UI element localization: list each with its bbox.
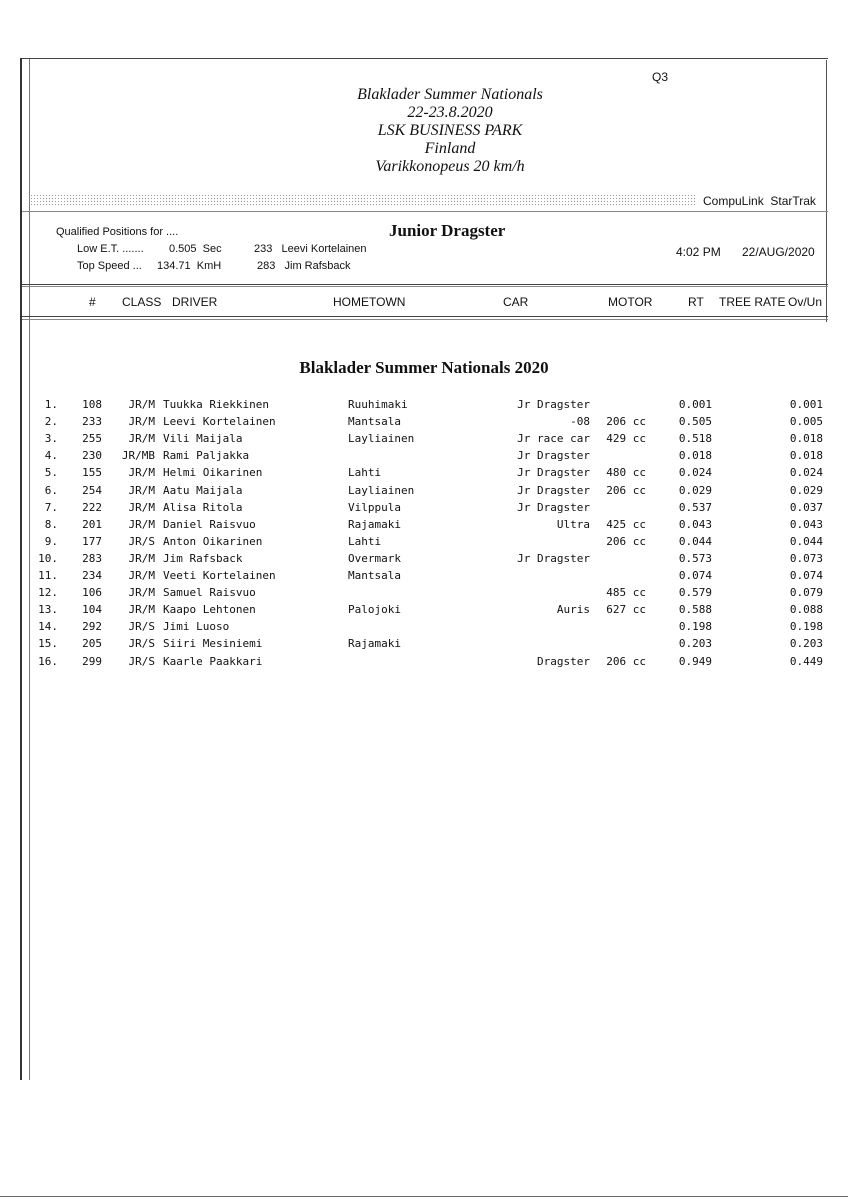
col-header-motor: MOTOR [608,295,653,309]
cell-hometown: Overmark [348,551,401,565]
cell-driver: Alisa Ritola [163,500,243,514]
cell-class: JR/M [128,466,155,480]
cell-driver: Tuukka Riekkinen [163,398,269,411]
cell-driver: Samuel Raisvuo [163,586,256,600]
dotted-band [30,194,695,206]
divider-line [22,319,828,320]
event-header-line-2: 22-23.8.2020 [407,104,493,121]
cell-rt: 0.024 [678,466,712,480]
cell-rt: 0.203 [678,637,712,651]
event-header-line-1: Blaklader Summer Nationals [357,86,543,103]
table-row [0,655,848,672]
col-header-class: CLASS [122,295,162,309]
cell-driver: Aatu Maijala [163,483,243,497]
cell-car: Auris [556,603,590,617]
top-speed-value: 134.71 KmH [157,260,222,272]
round-label: Q3 [652,70,669,84]
system-label: CompuLink StarTrak [703,194,816,208]
table-row [0,449,848,466]
top-border-line [22,58,828,59]
cell-motor: 480 cc [606,466,646,480]
cell-ovun: 0.203 [789,637,823,651]
cell-rt: 0.198 [678,620,712,634]
cell-driver: Daniel Raisvuo [163,517,256,531]
cell-position: 6. [44,483,58,497]
cell-number: 177 [82,534,102,548]
cell-number: 108 [82,398,102,411]
cell-hometown: Rajamaki [348,517,401,531]
cell-rt: 0.018 [678,449,712,463]
cell-position: 10. [38,551,58,565]
cell-motor: 425 cc [606,517,646,531]
cell-position: 14. [38,620,58,634]
report-date: 22/AUG/2020 [742,245,815,259]
cell-motor: 485 cc [606,586,646,600]
cell-position: 12. [38,586,58,600]
low-et-value: 0.505 Sec [169,243,222,255]
cell-position: 16. [38,654,58,668]
table-row [0,432,848,449]
cell-number: 299 [82,654,102,668]
cell-class: JR/M [128,483,155,497]
cell-ovun: 0.018 [789,432,823,446]
cell-ovun: 0.198 [789,620,823,634]
cell-number: 230 [82,449,102,463]
cell-hometown: Mantsala [348,569,401,582]
table-row [0,535,848,552]
cell-class: JR/S [128,654,155,668]
cell-position: 7. [44,500,58,514]
cell-driver: Kaarle Paakkari [163,654,263,668]
cell-ovun: 0.088 [789,603,823,617]
table-row [0,501,848,518]
cell-driver: Rami Paljakka [163,449,250,463]
cell-hometown: Rajamaki [348,637,401,651]
event-header-line-4: Finland [424,140,476,157]
cell-number: 201 [82,517,102,531]
cell-position: 3. [44,432,58,446]
col-header-ovun: Ov/Un [788,295,823,309]
cell-class: JR/S [128,534,155,548]
table-row [0,552,848,569]
cell-rt: 0.505 [678,415,712,429]
report-time: 4:02 PM [676,245,721,259]
cell-ovun: 0.001 [789,398,823,411]
col-header-num: # [89,295,96,309]
cell-rt: 0.579 [678,586,712,600]
cell-number: 155 [82,466,102,480]
cell-motor: 206 cc [606,415,646,429]
cell-class: JR/M [128,586,155,600]
cell-number: 254 [82,483,102,497]
cell-ovun: 0.074 [789,569,823,582]
table-row [0,466,848,483]
cell-driver: Vili Maijala [163,432,243,446]
table-row [0,603,848,620]
cell-driver: Kaapo Lehtonen [163,603,256,617]
cell-hometown: Layliainen [348,432,415,446]
table-row [0,569,848,586]
cell-ovun: 0.073 [789,551,823,565]
cell-number: 233 [82,415,102,429]
cell-class: JR/M [128,398,155,411]
cell-car: Jr Dragster [517,449,590,463]
cell-hometown: Palojoki [348,603,401,617]
cell-position: 5. [44,466,58,480]
cell-number: 292 [82,620,102,634]
cell-driver: Anton Oikarinen [163,534,263,548]
cell-driver: Siiri Mesiniemi [163,637,263,651]
event-header-line-3: LSK BUSINESS PARK [377,122,523,139]
cell-ovun: 0.043 [789,517,823,531]
low-et-label: Low E.T. ....... [77,243,144,255]
top-speed-driver: 283 Jim Rafsback [257,260,351,272]
cell-number: 255 [82,432,102,446]
cell-class: JR/MB [121,449,155,463]
table-row [0,484,848,501]
divider-line [22,284,828,285]
table-row [0,637,848,654]
cell-hometown: Mantsala [348,415,401,429]
cell-car: Jr Dragster [517,551,590,565]
divider-line [22,286,828,287]
cell-driver: Helmi Oikarinen [163,466,263,480]
cell-rt: 0.029 [678,483,712,497]
cell-driver: Leevi Kortelainen [163,415,276,429]
cell-ovun: 0.018 [789,449,823,463]
cell-position: 13. [38,603,58,617]
cell-rt: 0.573 [678,551,712,565]
cell-hometown: Lahti [348,534,382,548]
cell-rt: 0.537 [678,500,712,514]
cell-number: 106 [82,586,102,600]
cell-number: 234 [82,569,102,582]
cell-position: 8. [44,517,58,531]
cell-hometown: Lahti [348,466,382,480]
cell-ovun: 0.024 [789,466,823,480]
cell-car: Ultra [556,517,590,531]
cell-class: JR/M [128,415,155,429]
cell-hometown: Ruuhimaki [348,398,408,411]
cell-rt: 0.074 [678,569,712,582]
cell-motor: 429 cc [606,432,646,446]
cell-class: JR/M [128,569,155,582]
col-header-hometown: HOMETOWN [333,295,406,309]
class-title: Junior Dragster [389,221,506,240]
cell-ovun: 0.029 [789,483,823,497]
cell-number: 283 [82,551,102,565]
cell-ovun: 0.449 [789,654,823,668]
cell-class: JR/M [128,603,155,617]
table-row [0,518,848,535]
cell-car: Jr race car [517,432,590,446]
cell-car: Jr Dragster [517,483,590,497]
cell-driver: Veeti Kortelainen [163,569,276,582]
cell-car: Jr Dragster [517,466,590,480]
event-title: Blaklader Summer Nationals 2020 [299,358,549,377]
cell-car: Dragster [537,654,590,668]
table-row [0,398,848,415]
low-et-driver: 233 Leevi Kortelainen [254,243,367,255]
cell-class: JR/M [128,551,155,565]
cell-position: 2. [44,415,58,429]
right-border-line [826,60,827,322]
table-row [0,415,848,432]
cell-ovun: 0.005 [789,415,823,429]
cell-driver: Jim Rafsback [163,551,243,565]
cell-motor: 627 cc [606,603,646,617]
cell-rt: 0.043 [678,517,712,531]
cell-driver: Jimi Luoso [163,620,230,634]
cell-class: JR/M [128,432,155,446]
divider-line [22,316,828,317]
cell-motor: 206 cc [606,654,646,668]
event-header-line-5: Varikkonopeus 20 km/h [375,158,525,175]
cell-class: JR/M [128,517,155,531]
cell-hometown: Layliainen [348,483,415,497]
cell-number: 205 [82,637,102,651]
divider-line [22,211,828,212]
cell-hometown: Vilppula [348,500,401,514]
cell-position: 1. [44,398,58,411]
table-row [0,620,848,637]
cell-car: Jr Dragster [517,500,590,514]
cell-rt: 0.044 [678,534,712,548]
cell-class: JR/M [128,500,155,514]
col-header-rt: RT [688,295,704,309]
cell-ovun: 0.037 [789,500,823,514]
cell-motor: 206 cc [606,483,646,497]
cell-class: JR/S [128,620,155,634]
cell-rt: 0.949 [678,654,712,668]
bottom-line [0,1196,848,1197]
cell-number: 104 [82,603,102,617]
qualified-label: Qualified Positions for .... [56,226,179,238]
cell-rt: 0.518 [678,432,712,446]
col-header-car: CAR [503,295,529,309]
cell-position: 15. [38,637,58,651]
cell-ovun: 0.044 [789,534,823,548]
col-header-driver: DRIVER [172,295,218,309]
col-header-tree-rate: TREE RATE [719,295,786,309]
cell-position: 11. [38,569,58,582]
cell-number: 222 [82,500,102,514]
cell-rt: 0.001 [678,398,712,411]
table-row [0,586,848,603]
cell-motor: 206 cc [606,534,646,548]
cell-car: -08 [570,415,590,429]
cell-class: JR/S [128,637,155,651]
cell-rt: 0.588 [678,603,712,617]
cell-car: Jr Dragster [517,398,590,411]
cell-position: 4. [44,449,58,463]
cell-ovun: 0.079 [789,586,823,600]
top-speed-label: Top Speed ... [77,260,142,272]
cell-position: 9. [44,534,58,548]
